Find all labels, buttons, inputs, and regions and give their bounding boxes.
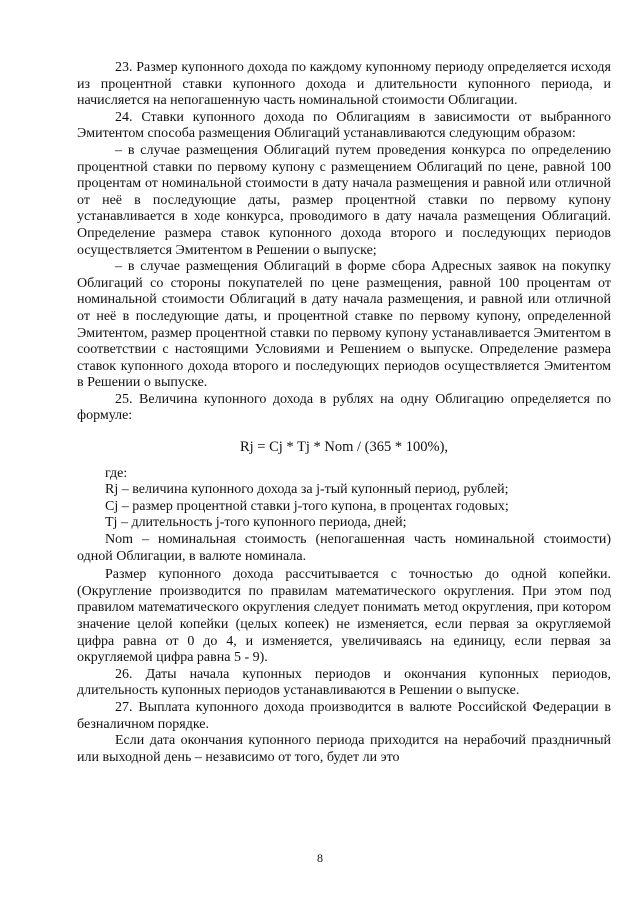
definition-tj: Tj – длительность j-того купонного периода, дней; <box>105 515 407 531</box>
definition-cj: Cj – размер процентной ставки j-того купона, в процентах годовых; <box>105 498 509 514</box>
paragraph-26: 26. Даты начала купонных периодов и окончания купонных периодов, длительность купонных периодов устанавливаются в Решении о выпуске. <box>77 666 611 699</box>
paragraph-24: 24. Ставки купонного дохода по Облигациям в зависимости от выбранного Эмитентом способа размещения Облигаций устанавливаются следующим образом: <box>77 109 611 142</box>
paragraph-25: 25. Величина купонного дохода в рублях на одну Облигацию определяется по формуле: <box>77 391 611 424</box>
coupon-formula: Rj = Cj * Tj * Nom / (365 * 100%), <box>239 439 449 456</box>
document-page <box>77 60 611 766</box>
where-label: где: <box>105 465 128 481</box>
paragraph-24-case-2: – в случае размещения Облигаций в форме сбора Адресных заявок на покупку Облигаций со стороны покупателей по цене размещения, равной 100 процентам от номинальной стоимости Облигаций в дату начала размещения, и равной или отличной от неё в последующие даты, и процентной ставке по первому купону, определенной Эмитентом, размер процентной ставки по первому купону устанавливается Эмитентом в соответствии с настоящими Условиями и Решением о выпуске. Определение размера ставок купонного дохода второго и последующих периодов осуществляется Эмитентом в Решении о выпуске. <box>77 259 611 391</box>
page-number: 8 <box>317 851 323 865</box>
paragraph-27: 27. Выплата купонного дохода производится в валюте Российской Федерации в безналичном порядке. <box>77 699 611 732</box>
paragraph-27-continuation: Если дата окончания купонного периода приходится на нерабочий праздничный или выходной день – независимо от того, будет ли это <box>77 733 611 765</box>
paragraph-23: 23. Размер купонного дохода по каждому купонному периоду определяется исходя из процентной ставки купонного дохода и длительности купонного периода, и начисляется на непогашенную часть номинальной стоимости Облигации. <box>77 60 611 109</box>
rounding-paragraph: Размер купонного дохода рассчитывается с точностью до одной копейки. (Округление производится по правилам математического округления. При этом под правилом математического округления следует понимать метод округления, при котором значение целой копейки (целых копеек) не изменяется, если первая за округляемой цифра равна от 0 до 4, и изменяется, увеличиваясь на единицу, если первая за округляемой цифра равна 5 - 9). <box>77 567 611 666</box>
paragraph-24-case-1: – в случае размещения Облигаций путем проведения конкурса по определению процентной ставки по первому купону с размещением Облигаций по цене, равной 100 процентам от номинальной стоимости в дату начала размещения и равной или отличной от неё в последующие даты, размер процентной ставки по первому купону устанавливается в ходе конкурса, проводимого в дату начала размещения Облигаций. Определение размера ставок купонного дохода второго и последующих периодов осуществляется Эмитентом в Решении о выпуске; <box>77 142 611 258</box>
definition-nom: Nom – номинальная стоимость (непогашенная часть номинальной стоимости) одной Облигации, в валюте номинала. <box>77 532 611 564</box>
definition-rj: Rj – величина купонного дохода за j-тый купонный период, рублей; <box>105 482 509 498</box>
